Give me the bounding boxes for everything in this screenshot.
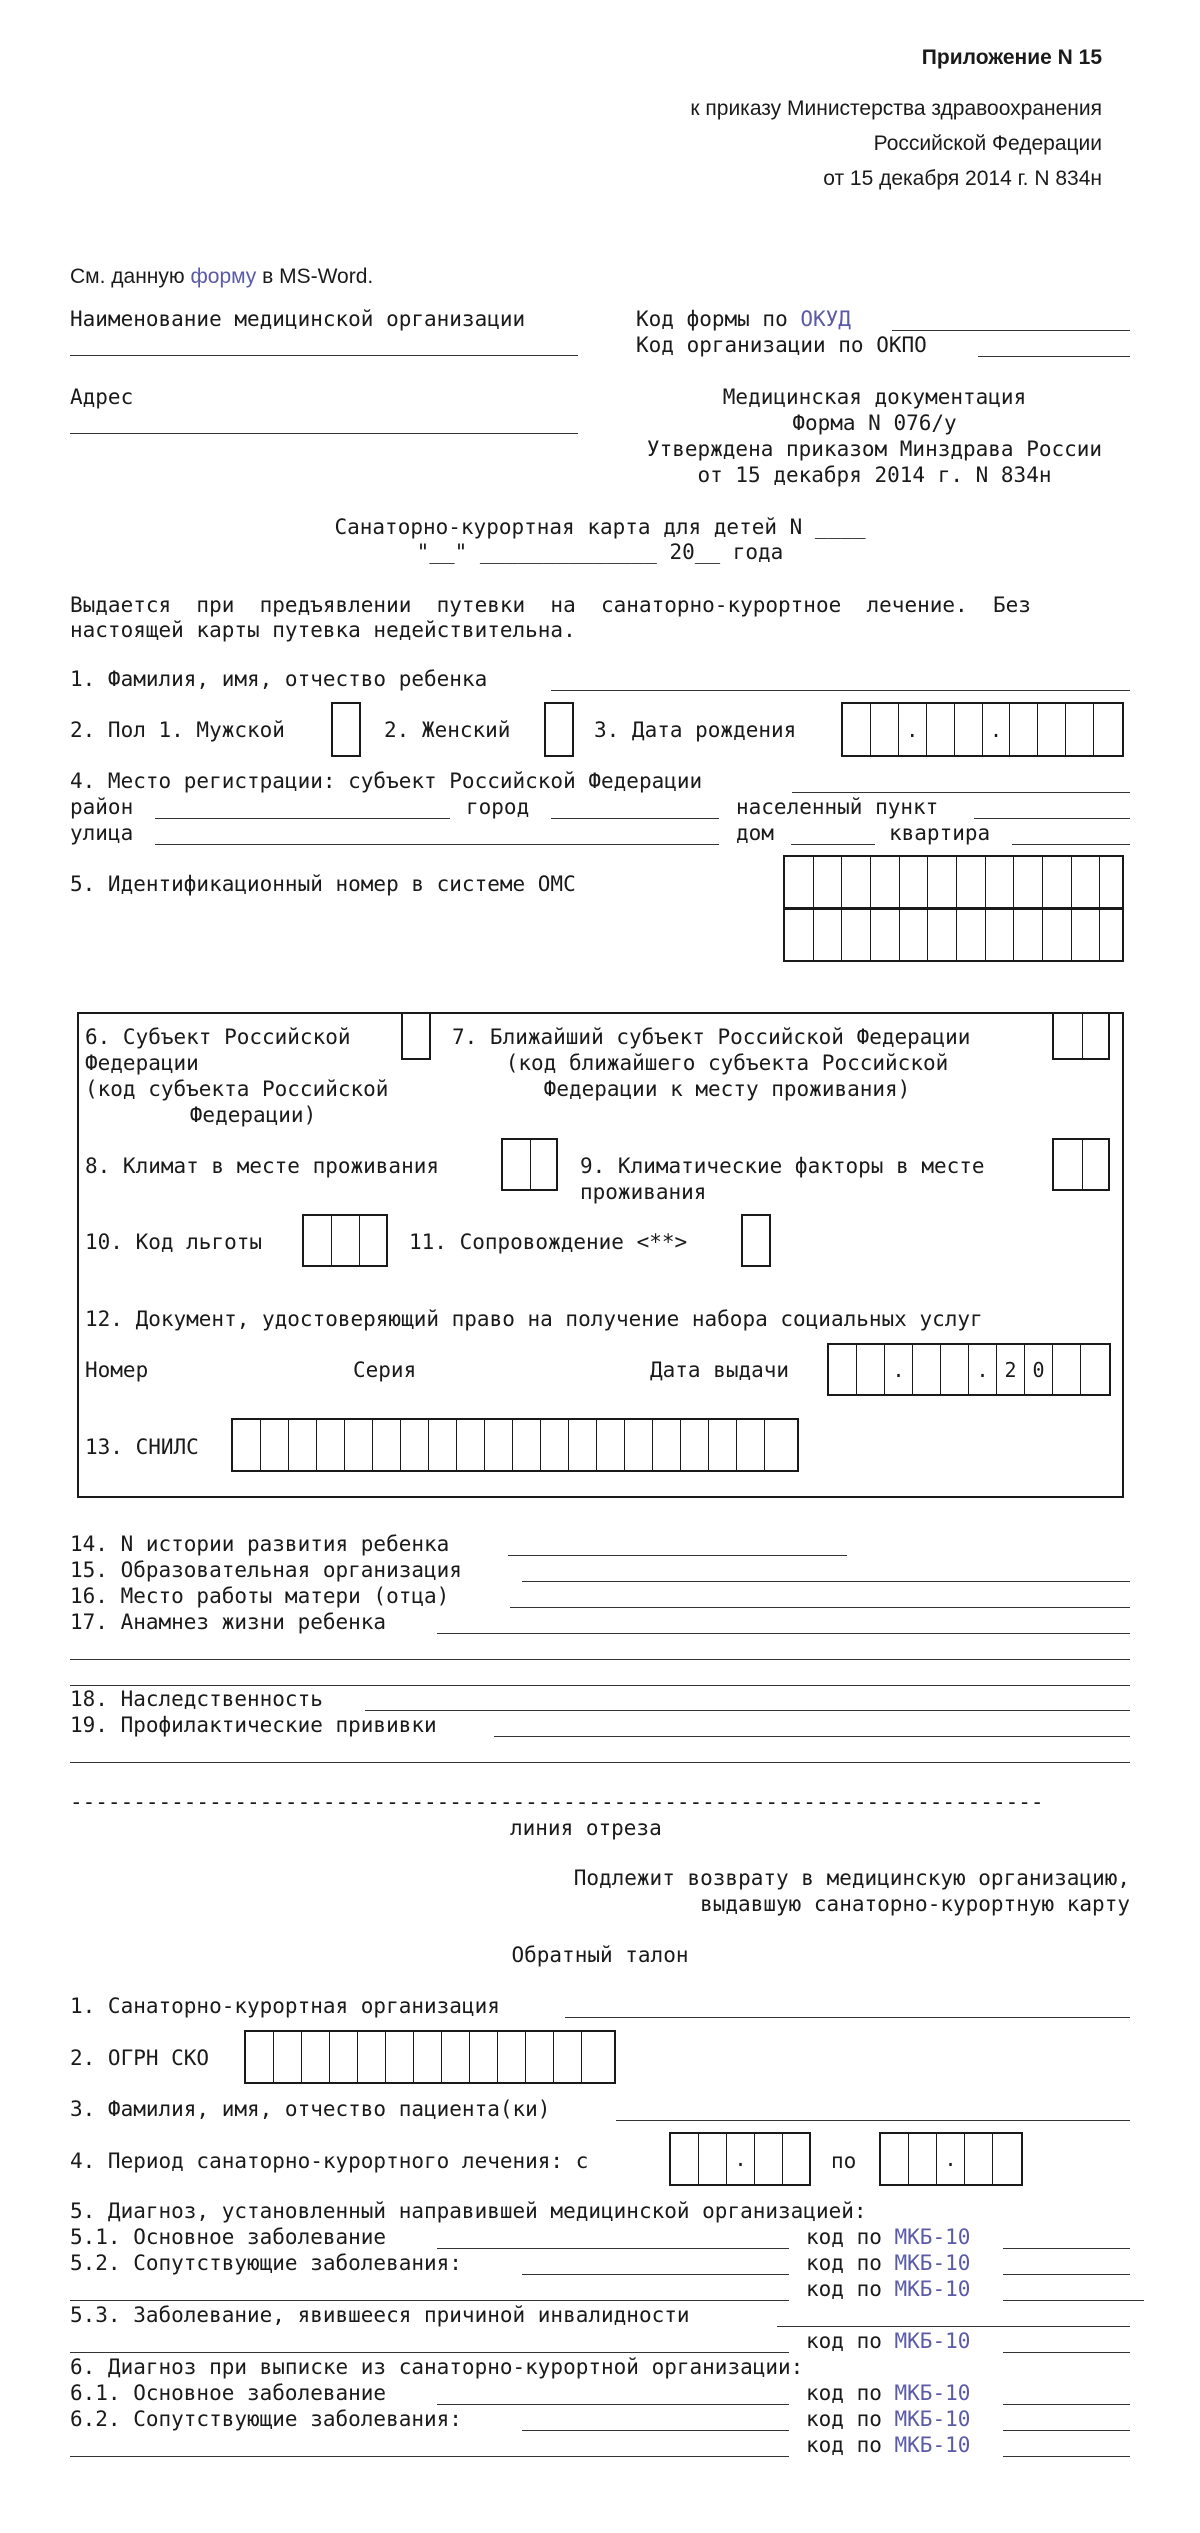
field-15-label: 15. Образовательная организация [70, 1558, 462, 1582]
approved-label: Утверждена приказом Минздрава России [646, 437, 1103, 461]
field-9-line-1: 9. Климатические факторы в месте [580, 1154, 985, 1178]
talon-6-2-label: 6.2. Сопутствующие заболевания: [70, 2407, 462, 2431]
anamnesis-line-2[interactable] [70, 1659, 1130, 1660]
order-line-2: Российской Федерации [873, 132, 1102, 155]
field-17-label: 17. Анамнез жизни ребенка [70, 1610, 387, 1634]
talon-3-label: 3. Фамилия, имя, отчество пациента(ки) [70, 2097, 551, 2121]
oms-number-cells-row-1[interactable] [783, 855, 1124, 910]
escort-cell[interactable] [741, 1214, 771, 1267]
field-16-label: 16. Место работы матери (отца) [70, 1584, 450, 1608]
parent-work-line[interactable] [510, 1607, 1130, 1608]
talon-4-label: 4. Период санаторно-курортного лечения: с [70, 2149, 589, 2173]
house-line[interactable] [791, 844, 875, 845]
field-6-line-1: 6. Субъект Российской [85, 1025, 351, 1049]
talon-2-label: 2. ОГРН СКО [70, 2046, 210, 2070]
doc-series-label: Серия [353, 1358, 417, 1382]
field-1-label: 1. Фамилия, имя, отчество ребенка [70, 667, 488, 691]
disability-cause-line-2[interactable] [70, 2352, 789, 2353]
form-code-line [892, 330, 1130, 331]
org-name-line [70, 355, 578, 356]
city-line[interactable] [551, 818, 719, 819]
ogrn-cells[interactable] [244, 2030, 616, 2084]
period-to-cells[interactable] [879, 2132, 1023, 2186]
comorbid-line-5b[interactable] [70, 2300, 789, 2301]
child-name-line[interactable] [551, 690, 1130, 691]
doc-number-label: Номер [85, 1358, 149, 1382]
org-code-label: Код организации по ОКПО [636, 333, 927, 357]
sanatorium-line[interactable] [565, 2017, 1130, 2018]
code-by-text: код по [806, 2225, 895, 2249]
main-disease-line-6[interactable] [437, 2404, 789, 2405]
see-form-prefix: См. данную [70, 265, 191, 288]
male-checkbox[interactable] [331, 702, 361, 757]
date-separator: . [885, 1345, 913, 1394]
mkb-code-label [806, 2380, 970, 2406]
birth-date-cells[interactable] [841, 702, 1124, 757]
date-cell [955, 704, 983, 755]
year-digit-0: 0 [1025, 1345, 1053, 1394]
field-6-line-4: Федерации) [189, 1103, 317, 1127]
oms-number-cells-row-2[interactable] [783, 907, 1124, 962]
mkb-code-line[interactable] [1003, 2456, 1130, 2457]
comorbid-line-6b[interactable] [70, 2456, 789, 2457]
form-number: Форма N 076/у [792, 411, 957, 435]
main-disease-line-5[interactable] [437, 2248, 789, 2249]
org-name-label: Наименование медицинской организации [70, 307, 526, 331]
mkb-link[interactable]: МКБ-10 [894, 2407, 971, 2431]
field-3-label: 3. Дата рождения [594, 718, 797, 742]
date-separator: . [727, 2134, 755, 2184]
mkb-link[interactable]: МКБ-10 [894, 2433, 971, 2457]
date-separator: . [899, 704, 927, 755]
issue-date-label: Дата выдачи [650, 1358, 790, 1382]
appendix-title: Приложение N 15 [921, 46, 1102, 69]
form-code-label [636, 306, 851, 332]
year-digit-2: 2 [997, 1345, 1025, 1394]
disability-cause-line[interactable] [777, 2326, 1130, 2327]
mkb-link[interactable]: МКБ-10 [894, 2251, 971, 2275]
return-talon-title: Обратный талон [511, 1943, 689, 1967]
address-line [70, 433, 578, 434]
history-number-line[interactable] [508, 1555, 847, 1556]
org-code-line [978, 356, 1130, 357]
heredity-line[interactable] [365, 1710, 1130, 1711]
approved-date: от 15 декабря 2014 г. N 834н [697, 463, 1052, 487]
date-separator: . [937, 2134, 965, 2184]
date-cell [1094, 704, 1122, 755]
nearest-region-code-cells[interactable] [1052, 1012, 1110, 1060]
field-7-line-2: (код ближайшего субъекта Российской [505, 1051, 949, 1075]
comorbid-line-6a[interactable] [522, 2430, 789, 2431]
talon-6-label: 6. Диагноз при выписке из санаторно-курортной организации: [70, 2355, 804, 2379]
cut-line: ----------------------------------------------------------------------------- [70, 1790, 1044, 1814]
talon-5-2-label: 5.2. Сопутствующие заболевания: [70, 2251, 462, 2275]
region-line[interactable] [792, 792, 1130, 793]
intro-line-2: настоящей карты путевка недействительна. [70, 618, 576, 642]
field-19-label: 19. Профилактические прививки [70, 1713, 437, 1737]
mkb-code-line[interactable] [1003, 2430, 1130, 2431]
mkb-code-label [806, 2224, 970, 2250]
female-checkbox[interactable] [544, 702, 574, 757]
mkb-link[interactable]: МКБ-10 [894, 2225, 971, 2249]
form-link[interactable]: форму [190, 265, 257, 288]
see-form-note [70, 262, 373, 292]
mkb-code-line[interactable] [1003, 2248, 1130, 2249]
cut-line-label: линия отреза [510, 1816, 662, 1840]
settlement-line[interactable] [974, 818, 1130, 819]
talon-6-1-label: 6.1. Основное заболевание [70, 2381, 387, 2405]
mkb-code-label [806, 2432, 970, 2458]
field-6-line-2: Федерации [85, 1051, 199, 1075]
field-8-label: 8. Климат в месте проживания [85, 1154, 440, 1178]
mkb-code-line[interactable] [1003, 2274, 1130, 2275]
return-note-line-1: Подлежит возврату в медицинскую организацию, [573, 1866, 1130, 1890]
field-12-label: 12. Документ, удостоверяющий право на получение набора социальных услуг [85, 1307, 983, 1331]
field-4-label: 4. Место регистрации: субъект Российской Федерации [70, 769, 703, 793]
field-9-line-2: проживания [580, 1180, 707, 1204]
intro-line-1: Выдается при предъявлении путевки на санаторно-курортное лечение. Без [70, 593, 1031, 617]
talon-5-1-label: 5.1. Основное заболевание [70, 2225, 387, 2249]
mkb-code-label [806, 2276, 970, 2302]
mkb-link[interactable]: МКБ-10 [894, 2329, 971, 2353]
street-label: улица [70, 821, 134, 845]
code-by-text: код по [806, 2329, 895, 2353]
form-code-text: Код формы по [636, 307, 801, 331]
field-13-label: 13. СНИЛС [85, 1435, 199, 1459]
field-18-label: 18. Наследственность [70, 1687, 323, 1711]
date-cell [1066, 704, 1094, 755]
code-by-text: код по [806, 2407, 895, 2431]
vaccinations-line-2[interactable] [70, 1762, 1130, 1763]
house-label: дом [736, 821, 774, 845]
mkb-link[interactable]: МКБ-10 [894, 2381, 971, 2405]
date-separator: . [969, 1345, 997, 1394]
snils-cells[interactable] [231, 1418, 799, 1472]
female-label: 2. Женский [384, 718, 511, 742]
climate-cells[interactable] [501, 1138, 558, 1191]
anamnesis-line-1[interactable] [437, 1633, 1130, 1634]
field-11-label: 11. Сопровождение <**> [409, 1230, 688, 1254]
district-label: район [70, 795, 134, 819]
okud-link[interactable]: ОКУД [800, 307, 851, 331]
field-5-label: 5. Идентификационный номер в системе ОМС [70, 872, 576, 896]
school-line[interactable] [522, 1581, 1130, 1582]
field-6-line-3: (код субъекта Российской [85, 1077, 389, 1101]
comorbid-line-5a[interactable] [522, 2274, 789, 2275]
district-line[interactable] [155, 818, 450, 819]
date-separator: . [983, 704, 1011, 755]
med-doc-label: Медицинская документация [722, 385, 1027, 409]
vaccinations-line-1[interactable] [494, 1736, 1130, 1737]
benefit-code-cells[interactable] [302, 1214, 388, 1267]
date-cell [1010, 704, 1038, 755]
order-line-1: к приказу Министерства здравоохранения [690, 97, 1102, 120]
period-to-label: по [831, 2149, 857, 2173]
return-note-line-2: выдавшую санаторно-курортную карту [700, 1892, 1130, 1916]
settlement-label: населенный пункт [736, 795, 939, 819]
field-7-line-3: Федерации к месту проживания) [543, 1077, 911, 1101]
field-14-label: 14. N истории развития ребенка [70, 1532, 450, 1556]
card-date: "__" ______________ 20__ года [416, 540, 784, 564]
talon-1-label: 1. Санаторно-курортная организация [70, 1994, 500, 2018]
talon-5-3-label: 5.3. Заболевание, явившееся причиной инвалидности [70, 2303, 690, 2327]
code-by-text: код по [806, 2277, 895, 2301]
patient-name-line[interactable] [616, 2120, 1130, 2121]
mkb-code-line[interactable] [1003, 2352, 1130, 2353]
flat-line[interactable] [1012, 844, 1130, 845]
field-10-label: 10. Код льготы [85, 1230, 263, 1254]
street-line[interactable] [155, 844, 719, 845]
address-label: Адрес [70, 385, 134, 409]
mkb-code-label [806, 2250, 970, 2276]
date-cell [927, 704, 955, 755]
talon-5-label: 5. Диагноз, установленный направившей медицинской организацией: [70, 2199, 867, 2223]
field-2-label: 2. Пол 1. Мужской [70, 718, 285, 742]
card-title: Санаторно-курортная карта для детей N ____ [334, 515, 866, 539]
issue-date-cells[interactable] [827, 1343, 1111, 1396]
region-code-cell[interactable] [401, 1012, 431, 1060]
mkb-code-line[interactable] [1003, 2404, 1130, 2405]
code-by-text: код по [806, 2433, 895, 2457]
date-cell [843, 704, 871, 755]
field-7-line-1: 7. Ближайший субъект Российской Федерации [452, 1025, 971, 1049]
order-line-3: от 15 декабря 2014 г. N 834н [823, 167, 1102, 190]
mkb-link[interactable]: МКБ-10 [894, 2277, 971, 2301]
see-form-suffix: в MS-Word. [256, 265, 374, 288]
mkb-code-label [806, 2406, 970, 2432]
city-label: город [466, 795, 530, 819]
climate-factors-cells[interactable] [1052, 1138, 1110, 1191]
period-from-cells[interactable] [669, 2132, 811, 2186]
code-by-text: код по [806, 2381, 895, 2405]
date-cell [1038, 704, 1066, 755]
code-by-text: код по [806, 2251, 895, 2275]
flat-label: квартира [889, 821, 991, 845]
date-cell [871, 704, 899, 755]
mkb-code-line[interactable] [1003, 2300, 1144, 2301]
mkb-code-label [806, 2328, 970, 2354]
